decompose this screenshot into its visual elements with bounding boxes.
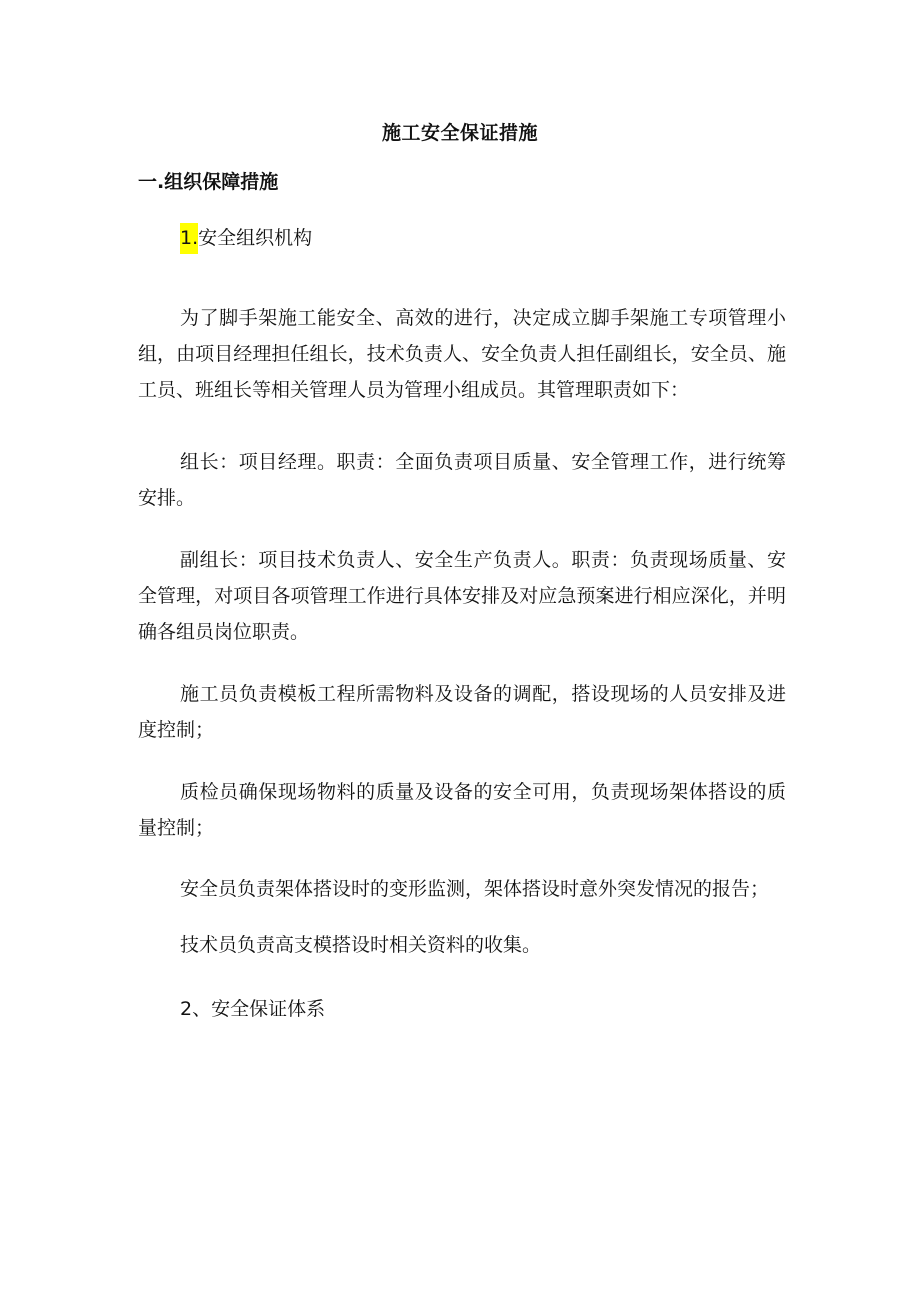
paragraph-technician: 技术员负责高支模搭设时相关资料的收集。	[180, 934, 542, 956]
subheading-safety-system: 2、安全保证体系	[180, 998, 326, 1020]
page-title: 施工安全保证措施	[381, 122, 538, 144]
paragraph-deputy-leader: 副组长：项目技术负责人、安全生产负责人。职责：负责现场质量、安全管理，对项目各项管理工作进行具体安排及对应急预案进行相应深化，并明确各组员岗位职责。	[138, 549, 786, 643]
paragraph-quality-inspector: 质检员确保现场物料的质量及设备的安全可用，负责现场架体搭设的质量控制；	[138, 781, 786, 839]
section-heading: 一.组织保障措施	[138, 171, 279, 193]
subheading-text: 安全组织机构	[198, 227, 313, 249]
paragraph-team-setup: 为了脚手架施工能安全、高效的进行，决定成立脚手架施工专项管理小组，由项目经理担任组长，技术负责人、安全负责人担任副组长，安全员、施工员、班组长等相关管理人员为管理小组成员。其管理职责如下：	[138, 307, 786, 401]
paragraph-team-leader: 组长：项目经理。职责：全面负责项目质量、安全管理工作，进行统筹安排。	[138, 451, 786, 509]
paragraph-safety-officer: 安全员负责架体搭设时的变形监测，架体搭设时意外突发情况的报告；	[180, 878, 770, 900]
paragraph-construction-staff: 施工员负责模板工程所需物料及设备的调配，搭设现场的人员安排及进度控制；	[138, 683, 786, 741]
highlighted-number: 1.	[180, 223, 198, 254]
subheading-security-organization	[180, 223, 312, 253]
